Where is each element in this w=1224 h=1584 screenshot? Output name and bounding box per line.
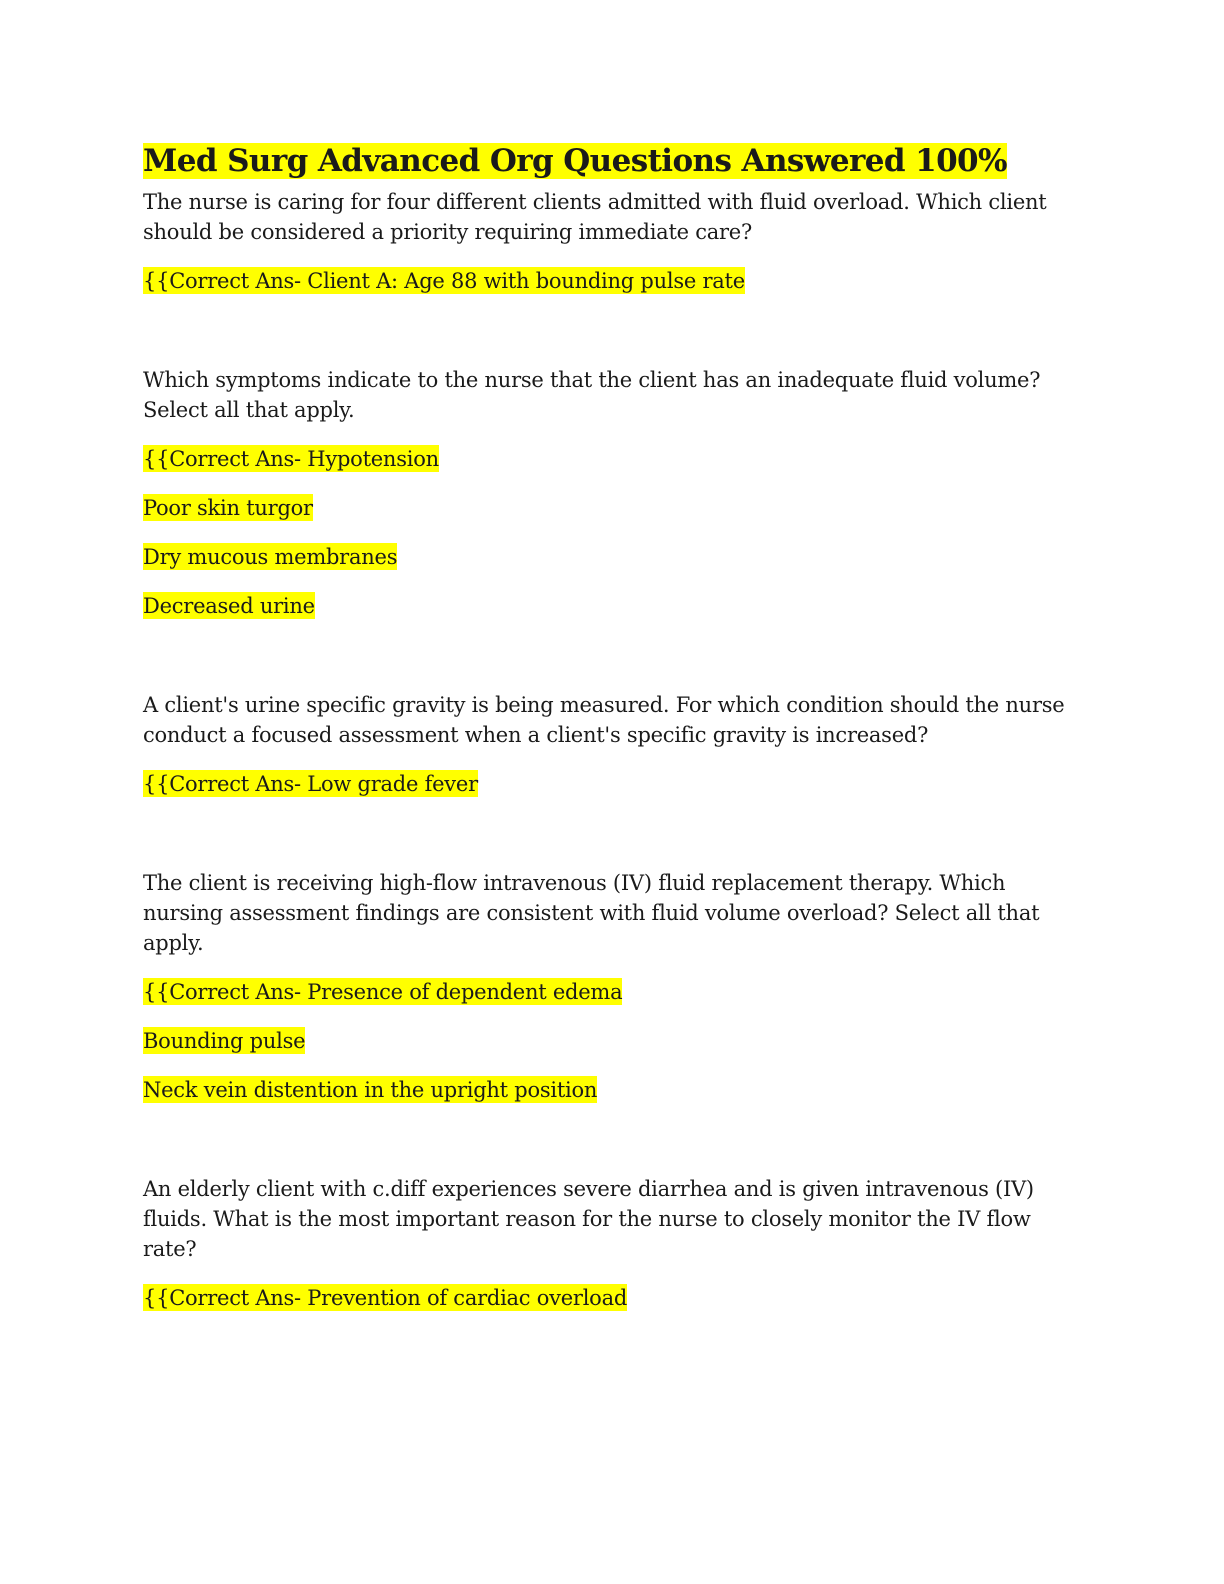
question-spacer [143,818,1083,868]
title-highlight: Med Surg Advanced Org Questions Answered 100% [143,143,1007,179]
answer-highlight: Neck vein distention in the upright position [143,1078,598,1102]
answer-highlight: {{Correct Ans- Low grade fever [143,772,478,796]
answer-line [143,1283,1083,1313]
answer-highlight: Dry mucous membranes [143,545,398,569]
answer-highlight: {{Correct Ans- Presence of dependent edema [143,980,623,1004]
question-spacer [143,640,1083,690]
document-title [143,138,1083,184]
answer-highlight: Poor skin turgor [143,496,313,520]
answer-line [143,444,1083,474]
answer-line [143,266,1083,296]
question-block [143,1174,1083,1313]
question-block [143,187,1083,296]
answer-highlight: {{Correct Ans- Prevention of cardiac overload [143,1286,628,1310]
answer-line [143,591,1083,621]
answer-line [143,977,1083,1007]
question-text: A client's urine specific gravity is being measured. For which condition should the nurse conduct a focused assessment when a client's specific gravity is increased? [143,693,1065,747]
answer-line [143,1026,1083,1056]
question-block [143,868,1083,1105]
answer-highlight: Bounding pulse [143,1029,306,1053]
answer-line [143,1075,1083,1105]
question-text: Which symptoms indicate to the nurse that the client has an inadequate fluid volume? Select all that apply. [143,368,1041,422]
answer-line [143,542,1083,572]
question-block [143,690,1083,799]
answer-highlight: {{Correct Ans- Client A: Age 88 with bounding pulse rate [143,269,745,293]
question-text: The client is receiving high-flow intravenous (IV) fluid replacement therapy. Which nursing assessment findings are consistent with fluid volume overload? Select all that apply. [143,871,1040,955]
question-spacer [143,1124,1083,1174]
answer-highlight: {{Correct Ans- Hypotension [143,447,439,471]
answer-line [143,493,1083,523]
question-text: The nurse is caring for four different clients admitted with fluid overload. Which client should be considered a priority requiring immediate care? [143,190,1047,244]
answer-line [143,769,1083,799]
question-text: An elderly client with c.diff experiences severe diarrhea and is given intravenous (IV) fluids. What is the most important reason for the nurse to closely monitor the IV flow rate? [143,1177,1034,1261]
document-page [143,138,1083,1332]
question-spacer [143,315,1083,365]
question-block [143,365,1083,621]
answer-highlight: Decreased urine [143,594,315,618]
